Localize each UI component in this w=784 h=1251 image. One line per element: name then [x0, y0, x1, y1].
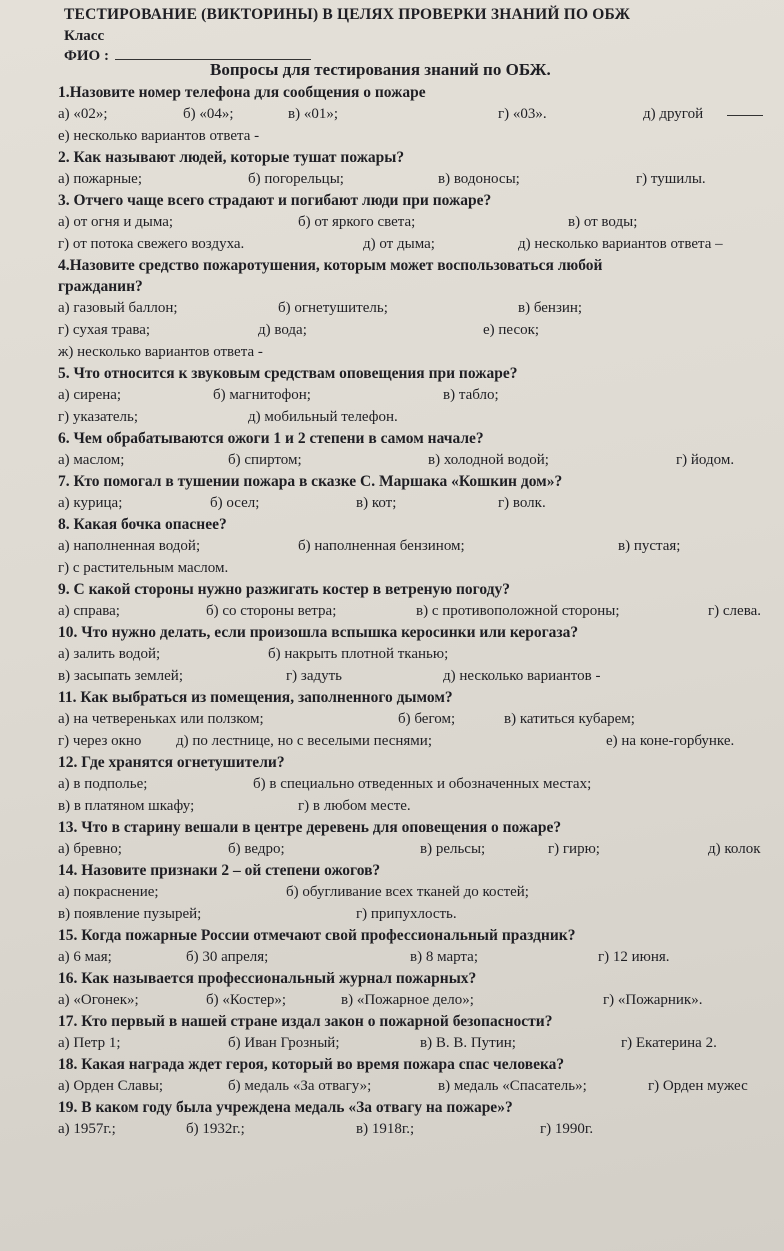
question-7 — [58, 471, 784, 514]
question-5 — [58, 363, 784, 428]
answer-row — [58, 319, 784, 341]
question-17 — [58, 1011, 784, 1054]
answer-option[interactable]: в) в платяном шкафу; — [58, 798, 195, 814]
answer-option[interactable]: д) от дыма; — [363, 236, 435, 252]
answer-option[interactable]: г) «Пожарник». — [603, 992, 703, 1008]
answer-option[interactable]: в) медаль «Спасатель»; — [438, 1078, 587, 1094]
answer-option[interactable]: в) «01»; — [288, 106, 338, 122]
question-text: 6. Чем обрабатываются ожоги 1 и 2 степени в самом начале? — [58, 430, 484, 447]
question-3 — [58, 190, 784, 255]
answer-option[interactable]: а) наполненная водой; — [58, 538, 201, 554]
question-18 — [58, 1054, 784, 1097]
answer-option[interactable]: в) катиться кубарем; — [504, 711, 635, 727]
answer-option[interactable]: д) мобильный телефон. — [248, 409, 398, 425]
answer-option[interactable]: в) засыпать землей; — [58, 668, 184, 684]
answer-option[interactable]: г) волк. — [498, 495, 546, 511]
answer-option[interactable]: г) указатель; — [58, 409, 139, 425]
answer-option[interactable]: в) водоносы; — [438, 171, 520, 187]
answer-row — [58, 1118, 784, 1140]
answer-option[interactable]: б) обугливание всех тканей до костей; — [286, 884, 529, 900]
answer-option[interactable]: а) Петр 1; — [58, 1035, 121, 1051]
question-text: 18. Какая награда ждет героя, который во время пожара спас человека? — [58, 1056, 565, 1073]
answer-option[interactable]: б) наполненная бензином; — [298, 538, 465, 554]
answer-option[interactable]: а) маслом; — [58, 452, 125, 468]
answer-row — [58, 168, 784, 190]
answer-option[interactable]: е) несколько вариантов ответа - — [58, 128, 260, 144]
answer-option[interactable]: г) через окно — [58, 733, 142, 749]
answer-option[interactable]: в) кот; — [356, 495, 397, 511]
answer-option[interactable]: а) Орден Славы; — [58, 1078, 164, 1094]
answer-option[interactable]: г) сухая трава; — [58, 322, 151, 338]
answer-option[interactable]: б) осел; — [210, 495, 260, 511]
answer-option[interactable]: г) гирю; — [548, 841, 600, 857]
answer-option[interactable]: в) появление пузырей; — [58, 906, 202, 922]
answer-option[interactable]: б) медаль «За отвагу»; — [228, 1078, 372, 1094]
question-text: 2. Как называют людей, которые тушат пожары? — [58, 149, 405, 166]
question-1 — [58, 82, 784, 147]
question-text: 1.Назовите номер телефона для сообщения о пожаре — [58, 84, 426, 101]
answer-row — [58, 384, 784, 406]
answer-option[interactable]: г) припухлость. — [356, 906, 457, 922]
answer-option[interactable]: в) пустая; — [618, 538, 681, 554]
question-text: 14. Назовите признаки 2 – ой степени ожогов? — [58, 862, 381, 879]
answer-row — [58, 406, 784, 428]
answer-row — [58, 211, 784, 233]
answer-option[interactable]: г) в любом месте. — [298, 798, 411, 814]
answer-row — [58, 881, 784, 903]
header — [0, 4, 784, 66]
answer-row — [58, 838, 784, 860]
answer-option[interactable]: а) «02»; — [58, 106, 108, 122]
fio-label: ФИО : — [64, 48, 109, 64]
answer-option[interactable]: в) 1918г.; — [356, 1121, 415, 1137]
answer-option[interactable]: а) от огня и дыма; — [58, 214, 174, 230]
answer-option[interactable]: б) «Костер»; — [206, 992, 287, 1008]
answer-option[interactable]: ж) несколько вариантов ответа - — [58, 344, 263, 360]
answer-option[interactable]: б) 30 апреля; — [186, 949, 269, 965]
question-16 — [58, 968, 784, 1011]
answer-option[interactable]: в) 8 марта; — [410, 949, 478, 965]
question-11 — [58, 687, 784, 752]
answer-option[interactable]: д) несколько вариантов - — [443, 668, 601, 684]
answer-option[interactable]: д) вода; — [258, 322, 307, 338]
answer-option[interactable]: в) табло; — [443, 387, 499, 403]
answer-row — [58, 297, 784, 319]
answer-option[interactable]: б) спиртом; — [228, 452, 302, 468]
question-text: 9. С какой стороны нужно разжигать костер в ветреную погоду? — [58, 581, 510, 598]
answer-option[interactable]: б) в специально отведенных и обозначенных местах; — [253, 776, 592, 792]
answer-row — [58, 795, 784, 817]
question-6 — [58, 428, 784, 471]
answer-option[interactable]: а) покраснение; — [58, 884, 159, 900]
answer-option[interactable]: в) с противоположной стороны; — [416, 603, 620, 619]
answer-option[interactable]: б) «04»; — [183, 106, 234, 122]
answer-row — [58, 1075, 784, 1097]
question-text: 4.Назовите средство пожаротушения, которым может воспользоваться любой — [58, 257, 603, 274]
answer-row — [58, 492, 784, 514]
answer-option[interactable]: б) магнитофон; — [213, 387, 311, 403]
answer-option[interactable]: а) «Огонек»; — [58, 992, 139, 1008]
question-text: 15. Когда пожарные России отмечают свой профессиональный праздник? — [58, 927, 576, 944]
answer-option[interactable]: д) несколько вариантов ответа – — [518, 236, 723, 252]
question-4 — [58, 255, 784, 363]
answer-row — [58, 600, 784, 622]
question-text: 7. Кто помогал в тушении пожара в сказке С. Маршака «Кошкин дом»? — [58, 473, 563, 490]
answer-option[interactable]: д) по лестнице, но с веселыми песнями; — [176, 733, 432, 749]
answer-option[interactable]: г) 1990г. — [540, 1121, 594, 1137]
answer-option[interactable]: б) накрыть плотной тканью; — [268, 646, 449, 662]
question-9 — [58, 579, 784, 622]
answer-option[interactable]: а) справа; — [58, 603, 120, 619]
answer-option[interactable]: б) Иван Грозный; — [228, 1035, 340, 1051]
answer-option[interactable]: а) на четвереньках или ползком; — [58, 711, 264, 727]
answer-option[interactable]: д) другой — [643, 106, 704, 122]
answer-option[interactable]: б) огнетушитель; — [278, 300, 388, 316]
answer-row — [58, 708, 784, 730]
answer-option[interactable]: г) тушилы. — [636, 171, 706, 187]
question-10 — [58, 622, 784, 687]
answer-row — [58, 989, 784, 1011]
answer-option[interactable]: г) йодом. — [676, 452, 735, 468]
answer-row — [58, 233, 784, 255]
answer-option[interactable]: г) Орден мужес — [648, 1078, 748, 1094]
answer-option[interactable]: а) курица; — [58, 495, 123, 511]
answer-option[interactable]: г) Екатерина 2. — [621, 1035, 717, 1051]
answer-option[interactable]: в) рельсы; — [420, 841, 486, 857]
question-text: 3. Отчего чаще всего страдают и погибают люди при пожаре? — [58, 192, 492, 209]
question-text: 8. Какая бочка опаснее? — [58, 516, 227, 533]
answer-option[interactable]: а) 1957г.; — [58, 1121, 116, 1137]
answer-option[interactable]: д) колок — [708, 841, 761, 857]
fio-blank-line[interactable] — [115, 47, 311, 60]
document-title: ТЕСТИРОВАНИЕ (ВИКТОРИНЫ) В ЦЕЛЯХ ПРОВЕРКИ ЗНАНИЙ ПО ОБЖ — [64, 6, 631, 23]
answer-option[interactable]: в) холодной водой; — [428, 452, 549, 468]
question-text: 19. В каком году была учреждена медаль «За отвагу на пожаре»? — [58, 1099, 513, 1116]
answer-row — [58, 903, 784, 925]
answer-option[interactable]: а) пожарные; — [58, 171, 143, 187]
questions-subtitle: Вопросы для тестирования знаний по ОБЖ. — [210, 60, 551, 79]
answer-option[interactable]: б) 1932г.; — [186, 1121, 245, 1137]
answer-blank-line[interactable] — [727, 105, 763, 116]
answer-row — [58, 1032, 784, 1054]
answer-option[interactable]: б) погорельцы; — [248, 171, 344, 187]
question-19 — [58, 1097, 784, 1140]
answer-row — [58, 730, 784, 752]
question-text: 16. Как называется профессиональный журнал пожарных? — [58, 970, 477, 987]
answer-option[interactable]: а) бревно; — [58, 841, 122, 857]
question-text: 13. Что в старину вешали в центре деревень для оповещения о пожаре? — [58, 819, 562, 836]
question-text: 5. Что относится к звуковым средствам оповещения при пожаре? — [58, 365, 518, 382]
answer-row — [58, 643, 784, 665]
answer-option[interactable]: а) сирена; — [58, 387, 122, 403]
question-13 — [58, 817, 784, 860]
answer-option[interactable]: а) залить водой; — [58, 646, 161, 662]
answer-option[interactable]: в) бензин; — [518, 300, 583, 316]
answer-option[interactable]: г) 12 июня. — [598, 949, 670, 965]
answer-option[interactable]: б) со стороны ветра; — [206, 603, 337, 619]
answer-option[interactable]: б) ведро; — [228, 841, 285, 857]
question-12 — [58, 752, 784, 817]
question-8 — [58, 514, 784, 579]
answer-option[interactable]: е) на коне-горбунке. — [606, 733, 735, 749]
answer-row — [58, 557, 784, 579]
class-field — [64, 26, 784, 46]
answer-option[interactable]: а) 6 мая; — [58, 949, 112, 965]
answer-row — [58, 125, 784, 147]
answer-option[interactable]: в) от воды; — [568, 214, 638, 230]
answer-option[interactable]: б) бегом; — [398, 711, 456, 727]
question-15 — [58, 925, 784, 968]
question-text-continued: гражданин? — [58, 278, 143, 295]
answer-option[interactable]: а) в подполье; — [58, 776, 148, 792]
question-text: 12. Где хранятся огнетушители? — [58, 754, 285, 771]
answer-option[interactable]: е) песок; — [483, 322, 540, 338]
answer-option[interactable]: г) с растительным маслом. — [58, 560, 229, 576]
question-2 — [58, 147, 784, 190]
answer-option[interactable]: г) от потока свежего воздуха. — [58, 236, 245, 252]
answer-option[interactable]: г) задуть — [286, 668, 343, 684]
answer-row — [58, 665, 784, 687]
answer-option[interactable]: а) газовый баллон; — [58, 300, 178, 316]
answer-option[interactable]: б) от яркого света; — [298, 214, 416, 230]
questions-list — [0, 82, 784, 1140]
answer-row — [58, 341, 784, 363]
answer-option[interactable]: г) слева. — [708, 603, 761, 619]
answer-option[interactable]: в) «Пожарное дело»; — [341, 992, 474, 1008]
answer-row — [58, 103, 784, 125]
answer-row — [58, 449, 784, 471]
question-text: 17. Кто первый в нашей стране издал закон о пожарной безопасности? — [58, 1013, 553, 1030]
answer-option[interactable]: в) В. В. Путин; — [420, 1035, 516, 1051]
answer-row — [58, 535, 784, 557]
answer-row — [58, 946, 784, 968]
class-label: Класс — [64, 28, 105, 44]
question-text: 11. Как выбраться из помещения, заполненного дымом? — [58, 689, 453, 706]
question-text: 10. Что нужно делать, если произошла вспышка керосинки или керогаза? — [58, 624, 579, 641]
answer-option[interactable]: г) «03». — [498, 106, 547, 122]
question-14 — [58, 860, 784, 925]
answer-row — [58, 773, 784, 795]
